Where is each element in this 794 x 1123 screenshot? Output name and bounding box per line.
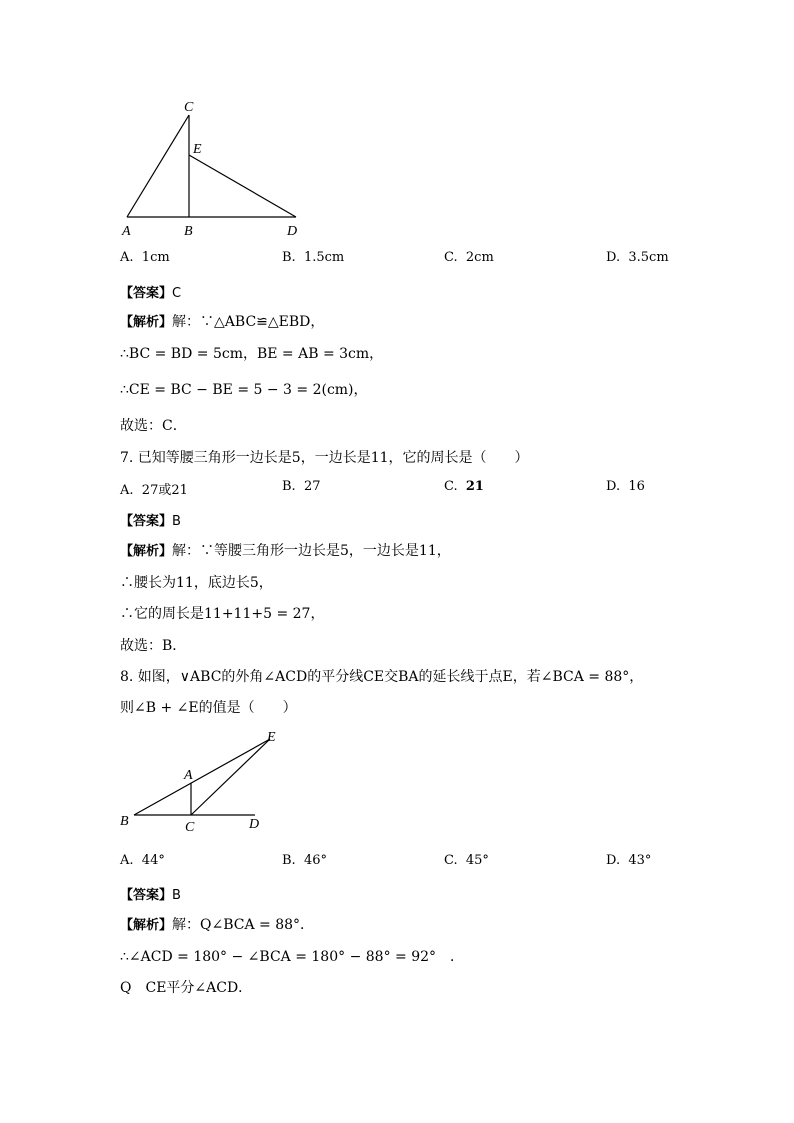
q8-analysis-line-1: 【解析】解：Q∠BCA = 88°． — [120, 917, 315, 933]
label-e: E — [267, 730, 276, 745]
q8-analysis-line-2: ∴∠ACD = 180° − ∠BCA = 180° − 88° = 92° ． — [120, 949, 465, 965]
q8-stem-line-2: 则∠B + ∠E的值是（ ） — [120, 700, 297, 716]
q6-option-c: C. 2cm — [444, 250, 494, 265]
q8-option-b: B. 46° — [282, 853, 327, 868]
q6-analysis-line-2: ∴BC = BD = 5cm，BE = AB = 3cm， — [120, 346, 384, 362]
q6-answer: 【答案】C — [120, 286, 182, 301]
label-e: E — [193, 142, 202, 157]
q6-analysis-line-4: 故选：C． — [120, 418, 187, 434]
label-c: C — [184, 100, 194, 115]
q7-stem: 7. 已知等腰三角形一边长是5，一边长是11，它的周长是（ ） — [120, 450, 529, 466]
label-b: B — [120, 814, 129, 829]
q6-option-b: B. 1.5cm — [282, 250, 345, 265]
triangle-figure-abc-ebd — [110, 95, 320, 240]
q7-analysis-line-3: ∴它的周长是11+11+5 = 27， — [120, 606, 325, 622]
q7-option-b: B. 27 — [282, 479, 321, 494]
label-a: A — [184, 768, 193, 783]
q6-option-d: D. 3.5cm — [606, 250, 669, 265]
q7-option-c: C. 21 — [444, 479, 484, 494]
triangle-figure-bisector — [110, 725, 295, 840]
q8-option-a: A. 44° — [120, 853, 165, 868]
q6-analysis-line-1: 【解析】解：∵△ABC≌△EBD， — [120, 314, 325, 330]
q7-analysis-line-4: 故选：B． — [120, 638, 187, 654]
label-a: A — [122, 224, 131, 239]
label-d: D — [287, 224, 298, 239]
q7-answer: 【答案】B — [120, 514, 181, 529]
q8-answer: 【答案】B — [120, 888, 181, 903]
q7-option-a: A. 27或21 — [120, 483, 188, 498]
q6-analysis-line-3: ∴CE = BC − BE = 5 − 3 = 2(cm)， — [120, 382, 368, 398]
label-b: B — [184, 224, 193, 239]
q7-analysis-line-2: ∴腰长为11，底边长5， — [120, 575, 273, 591]
q8-option-d: D. 43° — [606, 853, 652, 868]
label-c: C — [185, 820, 195, 835]
q8-stem-line-1: 8. 如图，∨ABC的外角∠ACD的平分线CE交BA的延长线于点E，若∠BCA = 88°， — [120, 669, 644, 685]
q8-option-c: C. 45° — [444, 853, 489, 868]
label-d: D — [249, 817, 260, 832]
q7-option-d: D. 16 — [606, 479, 645, 494]
q8-analysis-line-3: Q CE平分∠ACD． — [120, 980, 253, 996]
q6-option-a: A. 1cm — [120, 250, 170, 265]
q7-analysis-line-1: 【解析】解：∵等腰三角形一边长是5，一边长是11， — [120, 543, 451, 559]
